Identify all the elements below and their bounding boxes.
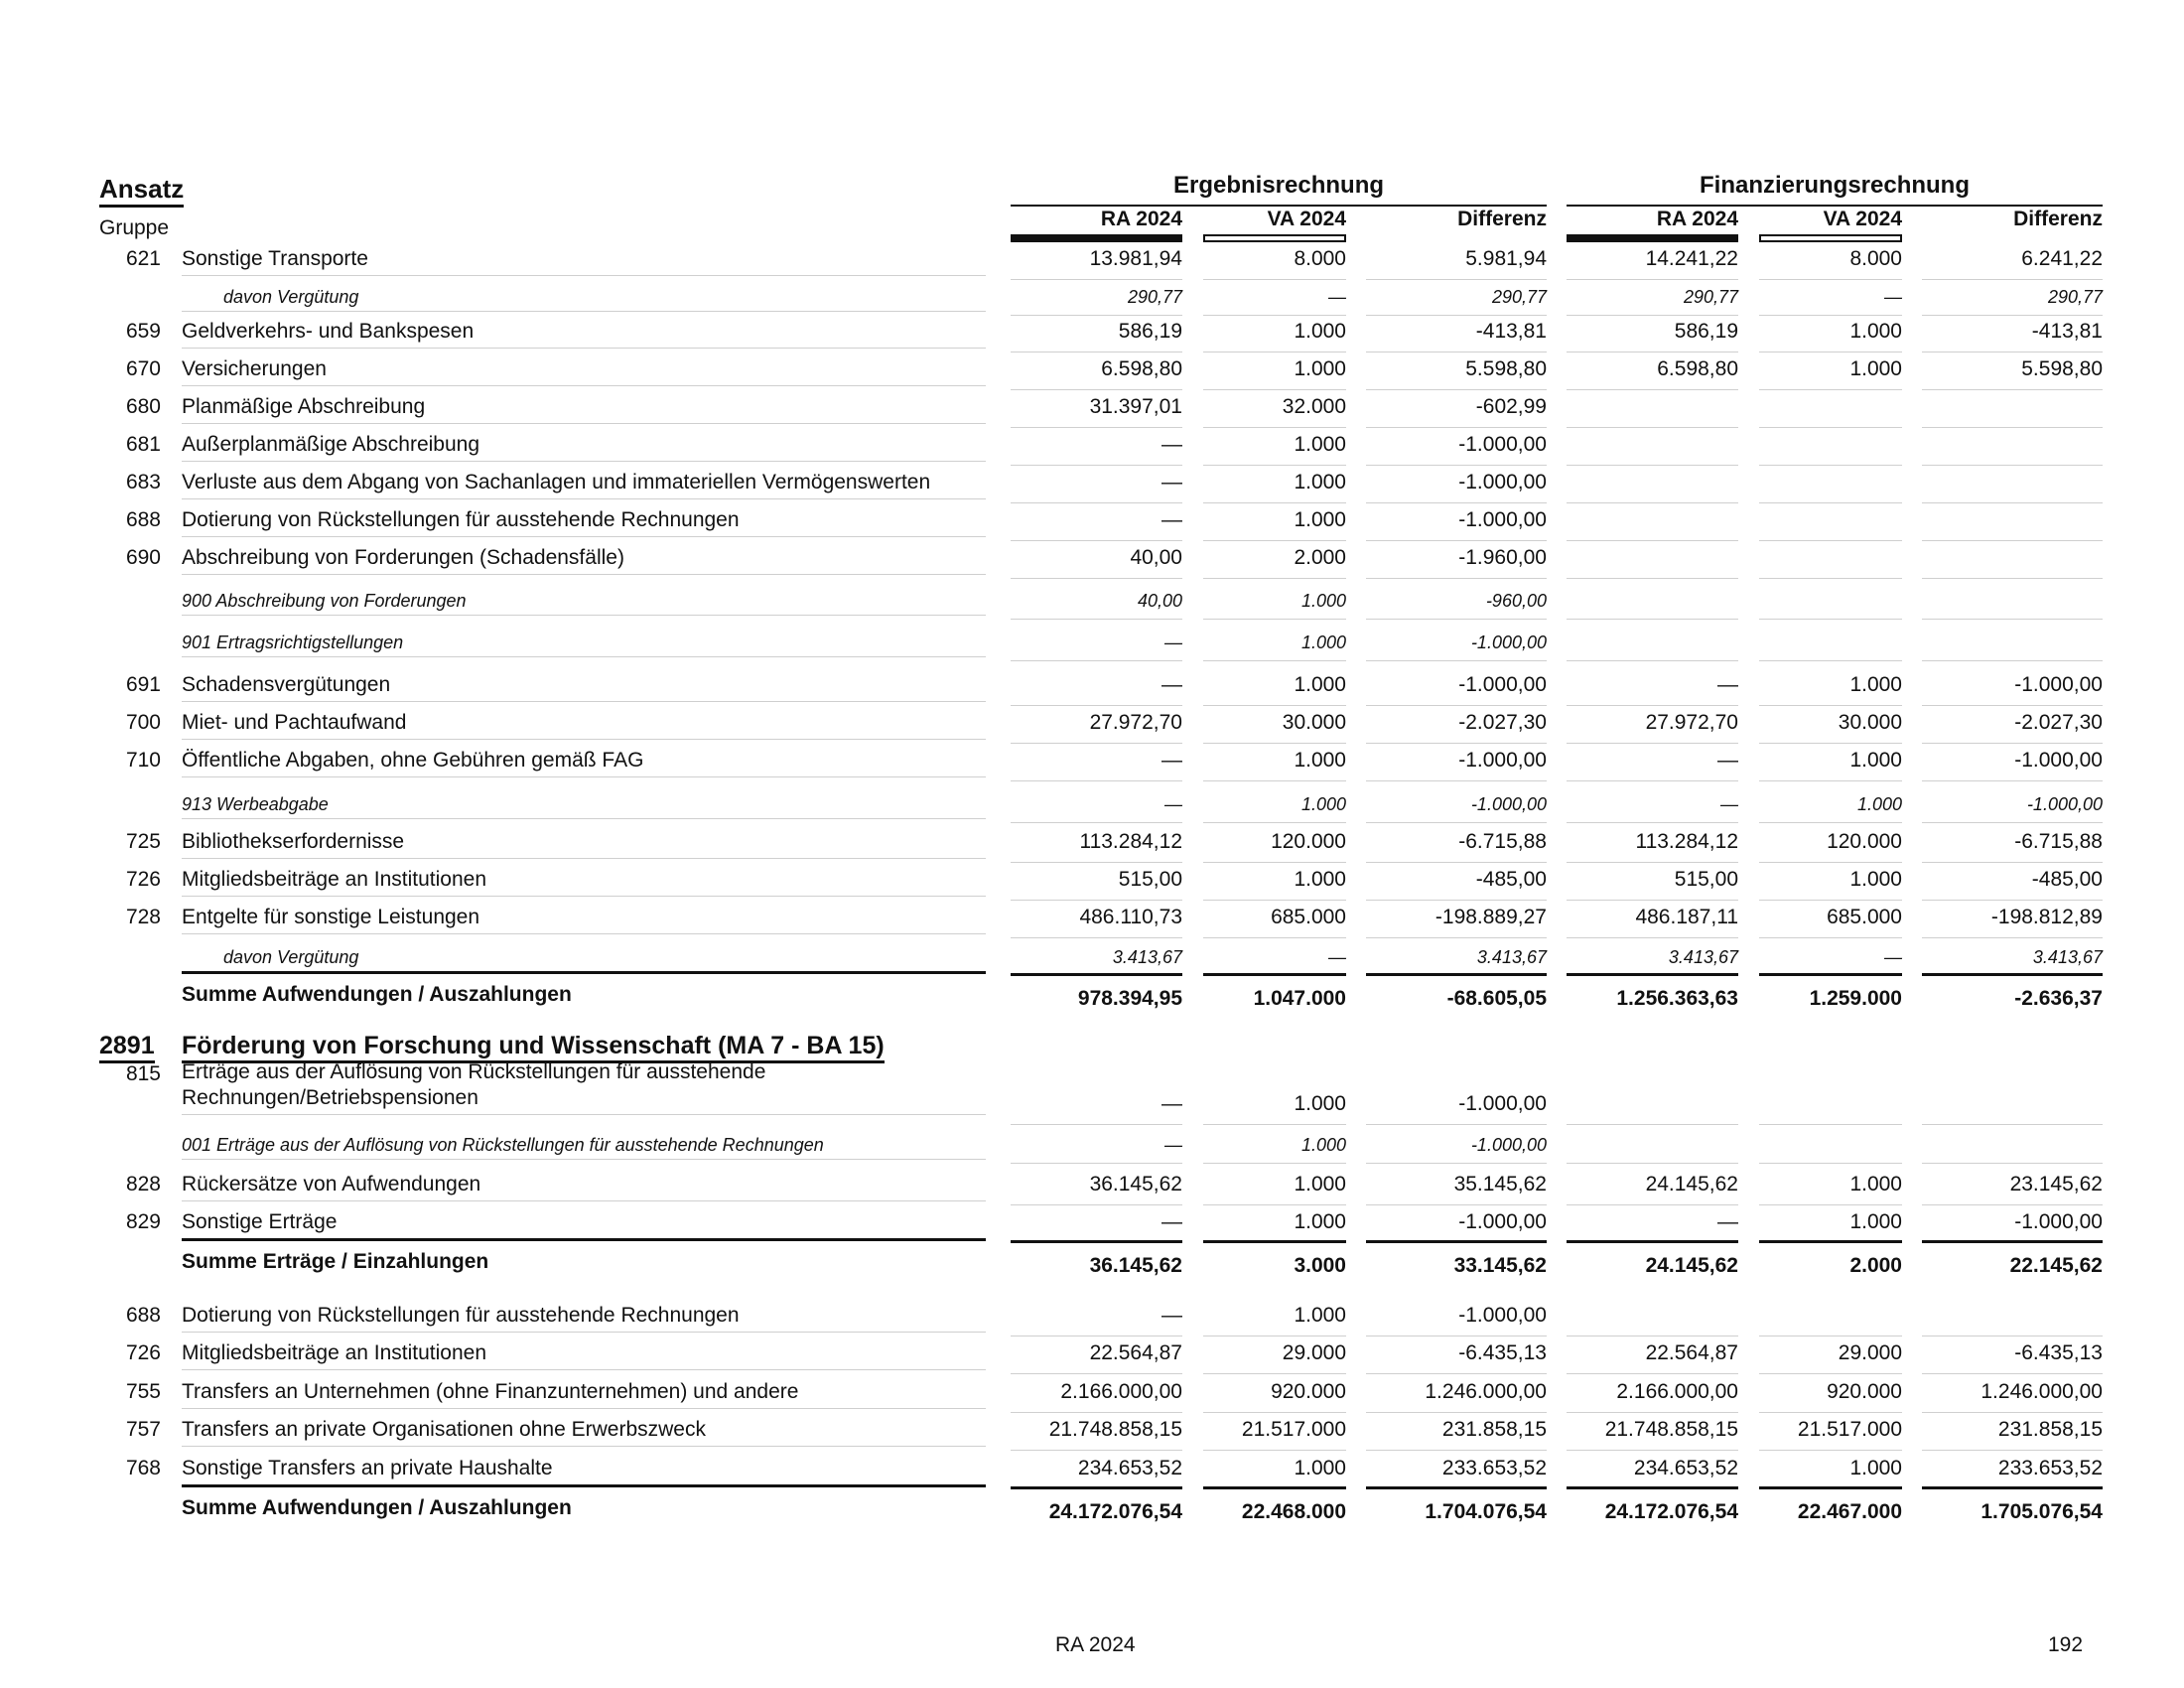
- diff-ergebnis-value: -1.000,00: [1366, 507, 1547, 541]
- diff-finanz-value: -413,81: [1922, 319, 2103, 352]
- label-line: 901 Ertragsrichtigstellungen: [182, 633, 404, 652]
- label-line: Sonstige Transfers an private Haushalte: [182, 1457, 553, 1479]
- va-finanz-value: 1.000: [1759, 793, 1902, 823]
- diff-ergebnis-value: -602,99: [1366, 394, 1547, 428]
- ra-ergebnis-value: —: [1011, 470, 1182, 503]
- label-line: Sonstige Erträge: [182, 1210, 338, 1233]
- sum-value: 24.145,62: [1645, 1254, 1738, 1277]
- va-ergebnis-value: 1.000: [1203, 356, 1346, 390]
- account-code: 768: [125, 1457, 161, 1479]
- diff-ergebnis-value: -485,00: [1366, 867, 1547, 901]
- label-line-2: Rechnungen/Betriebspensionen: [182, 1086, 478, 1109]
- ergebnisrechnung-title: Ergebnisrechnung: [1011, 171, 1547, 207]
- va-ergebnis-value: 120.000: [1203, 829, 1346, 863]
- ra-ergebnis-value: 13.981,94: [1011, 246, 1182, 280]
- label-line: Transfers an private Organisationen ohne Erwerbszweck: [182, 1418, 706, 1441]
- diff-finanz-value: 6.241,22: [1922, 246, 2103, 280]
- sum-value: -2.636,37: [2014, 987, 2103, 1010]
- ra-ergebnis-value: 234.653,52: [1011, 1456, 1182, 1489]
- section-title: Förderung von Forschung und Wissenschaft (MA 7 - BA 15): [182, 1031, 885, 1063]
- page-number: 192: [2048, 1633, 2084, 1656]
- diff-ergebnis-value: -1.000,00: [1366, 1209, 1547, 1243]
- ra-finanz-value: 290,77: [1567, 286, 1738, 316]
- account-code: 755: [125, 1380, 161, 1403]
- ra-ergebnis-value: —: [1011, 632, 1182, 661]
- ra-ergebnis-value: 27.972,70: [1011, 710, 1182, 744]
- diff-finanz-value: -2.027,30: [1922, 710, 2103, 744]
- diff-finanz-value: -1.000,00: [1922, 1209, 2103, 1243]
- ra-ergebnis-value: 40,00: [1011, 590, 1182, 620]
- ra-finanz-value: 113.284,12: [1567, 829, 1738, 863]
- ra-ergebnis-value: 515,00: [1011, 867, 1182, 901]
- ra-ergebnis-value: 2.166.000,00: [1011, 1379, 1182, 1413]
- ra-finanz-value: 3.413,67: [1567, 946, 1738, 976]
- ra-finanz-value: 2.166.000,00: [1567, 1379, 1738, 1413]
- diff-finanz-value: -485,00: [1922, 867, 2103, 901]
- diff-finanz-value: 290,77: [1922, 286, 2103, 316]
- diff-finanz-value: 3.413,67: [1922, 946, 2103, 976]
- diff-ergebnis-value: 231.858,15: [1366, 1417, 1547, 1451]
- diff-ergebnis-value: 1.246.000,00: [1366, 1379, 1547, 1413]
- label-line: Rückersätze von Aufwendungen: [182, 1173, 481, 1196]
- ra-ergebnis-value: —: [1011, 672, 1182, 706]
- ra-ergebnis-value: 40,00: [1011, 545, 1182, 579]
- sum-value: 24.172.076,54: [1048, 1500, 1182, 1523]
- diff-finanz-value: -1.000,00: [1922, 748, 2103, 781]
- diff-ergebnis-value: -1.000,00: [1366, 1303, 1547, 1336]
- diff-finanz-value: -1.000,00: [1922, 672, 2103, 706]
- va-ergebnis-value: 1.000: [1203, 432, 1346, 466]
- finanzierungsrechnung-title: Finanzierungsrechnung: [1567, 171, 2103, 207]
- account-code: 700: [125, 711, 161, 734]
- ansatz-header: Ansatz: [99, 175, 184, 208]
- diff-finanz-value: 1.246.000,00: [1922, 1379, 2103, 1413]
- va-finanz-value: 1.000: [1759, 1172, 1902, 1205]
- va-ergebnis-value: 2.000: [1203, 545, 1346, 579]
- va-ergebnis-value: 32.000: [1203, 394, 1346, 428]
- ra-ergebnis-value: 586,19: [1011, 319, 1182, 352]
- ra-finanz-value: 486.187,11: [1567, 905, 1738, 938]
- ra-finanz-value: —: [1567, 1209, 1738, 1243]
- va-ergebnis-value: 1.000: [1203, 867, 1346, 901]
- diff-ergebnis-value: -413,81: [1366, 319, 1547, 352]
- label-line: Außerplanmäßige Abschreibung: [182, 433, 480, 456]
- sum-value: -68.605,05: [1446, 987, 1547, 1010]
- account-code: 828: [125, 1173, 161, 1196]
- ra-finanz-value: —: [1567, 748, 1738, 781]
- account-code: 681: [125, 433, 161, 456]
- va-ergebnis-value: 21.517.000: [1203, 1417, 1346, 1451]
- diff-ergebnis-value: -1.960,00: [1366, 545, 1547, 579]
- account-code: 728: [125, 906, 161, 928]
- va-finanz-value: 8.000: [1759, 246, 1902, 280]
- diff-ergebnis-value: -960,00: [1366, 590, 1547, 620]
- account-code: 659: [125, 320, 161, 343]
- ra-ergebnis-value: —: [1011, 1134, 1182, 1164]
- diff-ergebnis-value: 3.413,67: [1366, 946, 1547, 976]
- account-code: 680: [125, 395, 161, 418]
- diff-ergebnis-value: -198.889,27: [1366, 905, 1547, 938]
- account-code: 725: [125, 830, 161, 853]
- va-ergebnis-value: 1.000: [1203, 470, 1346, 503]
- va-ergebnis-value: 1.000: [1203, 1209, 1346, 1243]
- va-finanz-value: 1.000: [1759, 319, 1902, 352]
- sum-label: Summe Aufwendungen / Auszahlungen: [182, 983, 572, 1006]
- label-line: Verluste aus dem Abgang von Sachanlagen und immateriellen Vermögenswerten: [182, 471, 931, 493]
- sum-value: 24.172.076,54: [1604, 1500, 1738, 1523]
- footer-label: RA 2024: [1055, 1633, 1136, 1656]
- account-code: 726: [125, 1341, 161, 1364]
- ra-finanz-value: 515,00: [1567, 867, 1738, 901]
- diff-finanz-value: 231.858,15: [1922, 1417, 2103, 1451]
- diff-finanz-value: -198.812,89: [1922, 905, 2103, 938]
- label-line: Transfers an Unternehmen (ohne Finanzunternehmen) und andere: [182, 1380, 799, 1403]
- sum-value: 22.145,62: [2009, 1254, 2103, 1277]
- diff-ergebnis-value: -1.000,00: [1366, 748, 1547, 781]
- account-code: 815: [125, 1062, 161, 1085]
- account-code: 691: [125, 673, 161, 696]
- account-code: 829: [125, 1210, 161, 1233]
- diff-ergebnis-value: 233.653,52: [1366, 1456, 1547, 1489]
- label-line: Entgelte für sonstige Leistungen: [182, 906, 480, 928]
- ra-ergebnis-value: —: [1011, 432, 1182, 466]
- ra-ergebnis-value: 113.284,12: [1011, 829, 1182, 863]
- diff-ergebnis-value: -6.715,88: [1366, 829, 1547, 863]
- va-ergebnis-value: 1.000: [1203, 672, 1346, 706]
- diff-ergebnis-value: -6.435,13: [1366, 1340, 1547, 1374]
- va-ergebnis-value: 685.000: [1203, 905, 1346, 938]
- diff-ergebnis-value: 35.145,62: [1366, 1172, 1547, 1205]
- ra-ergebnis-value: 31.397,01: [1011, 394, 1182, 428]
- diff-ergebnis-value: -1.000,00: [1366, 632, 1547, 661]
- va-ergebnis-value: 1.000: [1203, 748, 1346, 781]
- diff-finanz-value: 233.653,52: [1922, 1456, 2103, 1489]
- gruppe-header: Gruppe: [99, 216, 170, 239]
- ra-ergebnis-value: 6.598,80: [1011, 356, 1182, 390]
- ra-ergebnis-value: 36.145,62: [1011, 1172, 1182, 1205]
- ra-ergebnis-value: 3.413,67: [1011, 946, 1182, 976]
- ra-finanz-value: —: [1567, 672, 1738, 706]
- ra-ergebnis-value: 290,77: [1011, 286, 1182, 316]
- va-ergebnis-value: 1.000: [1203, 632, 1346, 661]
- label-line: Geldverkehrs- und Bankspesen: [182, 320, 475, 343]
- ra-ergebnis-value: 486.110,73: [1011, 905, 1182, 938]
- sum-value: 978.394,95: [1077, 987, 1182, 1010]
- label-line: Dotierung von Rückstellungen für ausstehende Rechnungen: [182, 508, 740, 531]
- diff-finanz-value: 23.145,62: [1922, 1172, 2103, 1205]
- va-ergebnis-value: 1.000: [1203, 1172, 1346, 1205]
- label-line: davon Vergütung: [223, 287, 359, 307]
- va-finanz-value: 1.000: [1759, 1456, 1902, 1489]
- ra-finanz-value: 27.972,70: [1567, 710, 1738, 744]
- va-finanz-value: 29.000: [1759, 1340, 1902, 1374]
- diff-ergebnis-value: 290,77: [1366, 286, 1547, 316]
- account-code: 690: [125, 546, 161, 569]
- label-line: 900 Abschreibung von Forderungen: [182, 591, 467, 611]
- col-header-va-finanz: VA 2024: [1823, 208, 1902, 230]
- diff-ergebnis-value: -1.000,00: [1366, 470, 1547, 503]
- ra-finanz-value: 22.564,87: [1567, 1340, 1738, 1374]
- sum-value: 22.468.000: [1241, 1500, 1346, 1523]
- va-finanz-value: 21.517.000: [1759, 1417, 1902, 1451]
- account-code: 688: [125, 508, 161, 531]
- va-ergebnis-value: 920.000: [1203, 1379, 1346, 1413]
- ra-ergebnis-value: —: [1011, 793, 1182, 823]
- ra-finanz-value: 586,19: [1567, 319, 1738, 352]
- va-finanz-value: —: [1759, 946, 1902, 976]
- ra-ergebnis-value: —: [1011, 1209, 1182, 1243]
- va-finanz-value: 1.000: [1759, 672, 1902, 706]
- sum-label: Summe Erträge / Einzahlungen: [182, 1250, 489, 1273]
- diff-ergebnis-value: -1.000,00: [1366, 793, 1547, 823]
- va-ergebnis-value: —: [1203, 286, 1346, 316]
- va-finanz-value: 30.000: [1759, 710, 1902, 744]
- sum-value: 3.000: [1294, 1254, 1346, 1277]
- ra-ergebnis-value: —: [1011, 1091, 1182, 1125]
- va-ergebnis-value: 1.000: [1203, 319, 1346, 352]
- va-finanz-value: 1.000: [1759, 748, 1902, 781]
- col-header-va-ergebnis: VA 2024: [1267, 208, 1346, 230]
- account-code: 726: [125, 868, 161, 891]
- col-header-ra-ergebnis: RA 2024: [1100, 208, 1182, 230]
- label-line: Mitgliedsbeiträge an Institutionen: [182, 1341, 487, 1364]
- ra-ergebnis-value: 21.748.858,15: [1011, 1417, 1182, 1451]
- ra-ergebnis-value: —: [1011, 1303, 1182, 1336]
- account-code: 688: [125, 1304, 161, 1327]
- va-finanz-value: 685.000: [1759, 905, 1902, 938]
- label-line: Planmäßige Abschreibung: [182, 395, 426, 418]
- ra-ergebnis-value: 22.564,87: [1011, 1340, 1182, 1374]
- sum-value: 1.705.076,54: [1980, 1500, 2103, 1523]
- va-finanz-value: —: [1759, 286, 1902, 316]
- diff-ergebnis-value: -2.027,30: [1366, 710, 1547, 744]
- sum-label: Summe Aufwendungen / Auszahlungen: [182, 1496, 572, 1519]
- label-line: Mitgliedsbeiträge an Institutionen: [182, 868, 487, 891]
- sum-value: 1.256.363,63: [1616, 987, 1738, 1010]
- diff-ergebnis-value: -1.000,00: [1366, 1091, 1547, 1125]
- diff-ergebnis-value: -1.000,00: [1366, 672, 1547, 706]
- diff-ergebnis-value: -1.000,00: [1366, 1134, 1547, 1164]
- section-code: 2891: [99, 1031, 155, 1063]
- sum-value: 33.145,62: [1453, 1254, 1547, 1277]
- account-code: 621: [125, 247, 161, 270]
- va-ergebnis-value: —: [1203, 946, 1346, 976]
- va-finanz-value: 1.000: [1759, 867, 1902, 901]
- sum-value: 1.259.000: [1809, 987, 1902, 1010]
- label-line: davon Vergütung: [223, 947, 359, 967]
- label-line: Versicherungen: [182, 357, 327, 380]
- sum-value: 36.145,62: [1089, 1254, 1182, 1277]
- va-ergebnis-value: 1.000: [1203, 507, 1346, 541]
- sum-value: 22.467.000: [1797, 1500, 1902, 1523]
- label-line: Abschreibung von Forderungen (Schadensfälle): [182, 546, 624, 569]
- label-line: Dotierung von Rückstellungen für ausstehende Rechnungen: [182, 1304, 740, 1327]
- diff-finanz-value: -1.000,00: [1922, 793, 2103, 823]
- label-line: 001 Erträge aus der Auflösung von Rückstellungen für ausstehende Rechnungen: [182, 1135, 824, 1155]
- label-line: Bibliothekserfordernisse: [182, 830, 405, 853]
- va-ergebnis-value: 1.000: [1203, 590, 1346, 620]
- va-ergebnis-value: 1.000: [1203, 1456, 1346, 1489]
- diff-finanz-value: -6.715,88: [1922, 829, 2103, 863]
- ra-finanz-value: 234.653,52: [1567, 1456, 1738, 1489]
- col-header-diff-finanz: Differenz: [2013, 208, 2103, 230]
- va-finanz-value: 1.000: [1759, 356, 1902, 390]
- va-finanz-value: 120.000: [1759, 829, 1902, 863]
- diff-ergebnis-value: -1.000,00: [1366, 432, 1547, 466]
- ra-finanz-value: 24.145,62: [1567, 1172, 1738, 1205]
- diff-ergebnis-value: 5.598,80: [1366, 356, 1547, 390]
- ra-finanz-value: 6.598,80: [1567, 356, 1738, 390]
- va-finanz-value: 920.000: [1759, 1379, 1902, 1413]
- va-ergebnis-value: 30.000: [1203, 710, 1346, 744]
- ra-finanz-value: —: [1567, 793, 1738, 823]
- label-line: Erträge aus der Auflösung von Rückstellungen für ausstehende: [182, 1060, 766, 1083]
- ra-ergebnis-value: —: [1011, 507, 1182, 541]
- ra-ergebnis-value: —: [1011, 748, 1182, 781]
- col-header-ra-finanz: RA 2024: [1656, 208, 1738, 230]
- va-ergebnis-value: 1.000: [1203, 793, 1346, 823]
- diff-ergebnis-value: 5.981,94: [1366, 246, 1547, 280]
- sum-value: 1.704.076,54: [1425, 1500, 1547, 1523]
- va-ergebnis-value: 8.000: [1203, 246, 1346, 280]
- account-code: 683: [125, 471, 161, 493]
- account-code: 757: [125, 1418, 161, 1441]
- diff-finanz-value: 5.598,80: [1922, 356, 2103, 390]
- diff-finanz-value: -6.435,13: [1922, 1340, 2103, 1374]
- account-code: 710: [125, 749, 161, 772]
- va-ergebnis-value: 1.000: [1203, 1303, 1346, 1336]
- va-ergebnis-value: 1.000: [1203, 1134, 1346, 1164]
- col-header-diff-ergebnis: Differenz: [1457, 208, 1547, 230]
- label-line: Miet- und Pachtaufwand: [182, 711, 407, 734]
- sum-value: 2.000: [1849, 1254, 1902, 1277]
- label-line: Schadensvergütungen: [182, 673, 391, 696]
- label-line: Öffentliche Abgaben, ohne Gebühren gemäß FAG: [182, 749, 644, 772]
- account-code: 670: [125, 357, 161, 380]
- ra-finanz-value: 14.241,22: [1567, 246, 1738, 280]
- ra-finanz-value: 21.748.858,15: [1567, 1417, 1738, 1451]
- va-ergebnis-value: 29.000: [1203, 1340, 1346, 1374]
- label-line: Sonstige Transporte: [182, 247, 368, 270]
- va-finanz-value: 1.000: [1759, 1209, 1902, 1243]
- sum-value: 1.047.000: [1253, 987, 1346, 1010]
- va-ergebnis-value: 1.000: [1203, 1091, 1346, 1125]
- label-line: 913 Werbeabgabe: [182, 794, 329, 814]
